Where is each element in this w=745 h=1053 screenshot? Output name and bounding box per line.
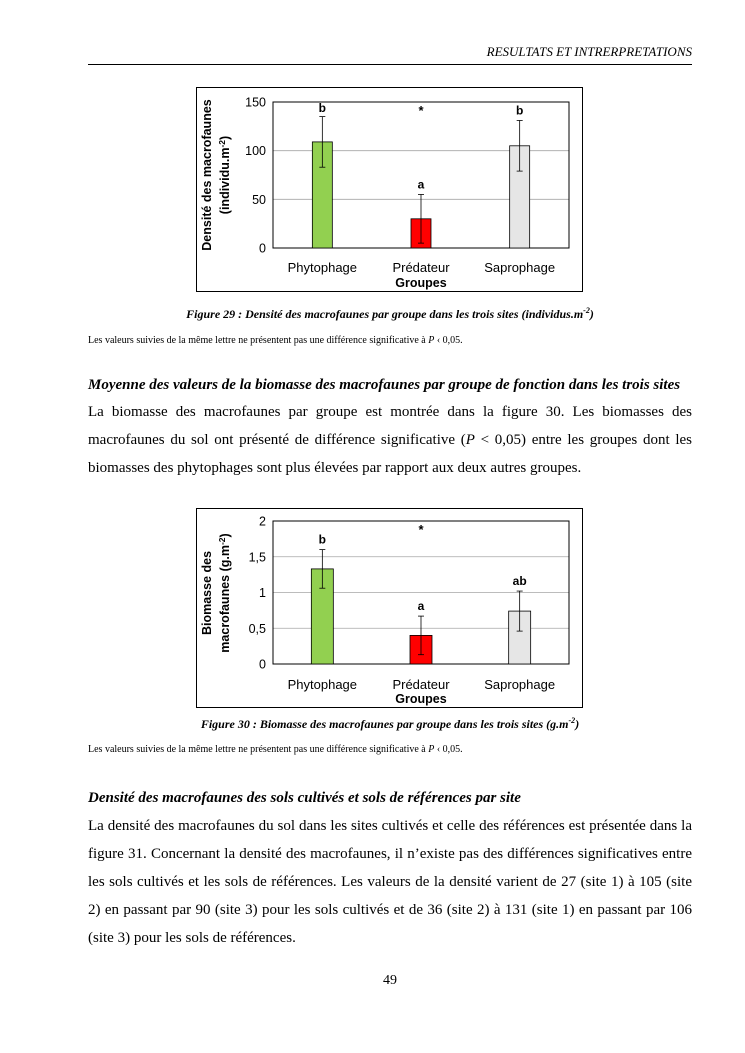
paragraph-p-symbol: P [465, 432, 475, 448]
significance-letter: b [318, 532, 327, 547]
y-tick-label: 2 [259, 514, 266, 529]
x-category-label: Phytophage [287, 260, 358, 275]
significance-asterisk: * [418, 522, 424, 537]
y-tick-label: 0 [259, 241, 266, 256]
note-p-symbol: P [428, 744, 435, 755]
y-tick-label: 100 [245, 144, 266, 159]
figure-30-caption [88, 716, 692, 732]
y-tick-label: 150 [245, 95, 266, 110]
figure-30-note [88, 744, 692, 755]
caption-text: Figure 30 : Biomasse des macrofaunes par groupe dans les trois sites (g.m [200, 717, 569, 731]
paragraph-densite: La densité des macrofaunes du sol dans les sites cultivés et celle des références est présentée dans la figure 31. Concernant la densité des macrofaunes, il n’existe pas des différences significatives entre les sols cultivés et les sols de références. Les valeurs de la densité varient de 27 (site 1) à 105 (site 2) en passant par 90 (site 3) pour les sols cultivés et de 36 (site 2) à 131 (site 1) en passant par 106 (site 3) pour les sols de références. [88, 818, 692, 946]
paragraph-biomasse [88, 398, 692, 482]
y-axis-title-line1: Densité des macrofaunes [200, 99, 214, 251]
y-tick-label: 0 [259, 657, 266, 672]
significance-letter: b [318, 101, 327, 115]
figure-30-chart-frame [196, 508, 583, 708]
significance-letter: a [417, 177, 425, 192]
figure-29-caption [88, 306, 692, 322]
caption-text-end: ) [589, 307, 594, 321]
note-text: Les valeurs suivies de la même lettre ne présentent pas une différence significative à [88, 335, 429, 346]
header-rule [88, 64, 692, 65]
y-tick-label: 0,5 [248, 621, 266, 636]
paragraph-text: La biomasse des macrofaunes par groupe est montrée dans la figure 30. Les biomasses des macrofaunes du sol ont présenté de différence significative ( [88, 404, 692, 448]
section-heading-biomasse: Moyenne des valeurs de la biomasse des macrofaunes par groupe de fonction dans les trois sites [88, 377, 681, 393]
x-category-label: Phytophage [287, 677, 358, 692]
caption-text: Figure 29 : Densité des macrofaunes par groupe dans les trois sites (individus.m [186, 307, 584, 321]
x-category-label: Prédateur [392, 260, 450, 275]
section-heading-densite: Densité des macrofaunes des sols cultivés et sols de références par site [88, 790, 521, 806]
note-text-end: ‹ 0,05. [434, 744, 463, 755]
figure-29-chart [197, 88, 582, 291]
x-axis-title: Groupes [395, 692, 447, 706]
x-axis-title: Groupes [395, 276, 447, 290]
y-tick-label: 1 [259, 586, 266, 600]
significance-asterisk: * [418, 103, 424, 118]
figure-29-note [88, 335, 692, 346]
figure-30-chart [197, 509, 582, 707]
caption-superscript: -2 [583, 306, 590, 315]
x-category-label: Prédateur [392, 677, 450, 692]
note-text: Les valeurs suivies de la même lettre ne présentent pas une différence significative à [88, 744, 429, 755]
y-axis-title-line1: Biomasse des [200, 550, 214, 636]
y-tick-label: 50 [252, 192, 266, 207]
running-header: RESULTATS ET INTRERPRETATIONS [486, 44, 692, 59]
y-tick-label: 1,5 [248, 550, 266, 565]
significance-letter: ab [512, 574, 527, 589]
x-category-label: Saprophage [484, 260, 556, 275]
significance-letter: b [515, 103, 524, 118]
note-text-end: ‹ 0,05. [434, 335, 463, 346]
paragraph-text-end: < 0,05) entre les groupes dont les biomasses des phytophages sont plus élevées par rapport aux deux autres groupes. [88, 432, 692, 476]
caption-text-end: ) [575, 717, 580, 731]
note-p-symbol: P [428, 335, 435, 346]
y-axis-title-line2: macrofaunes $(g.m^{-2})$ [217, 533, 232, 653]
x-category-label: Saprophage [484, 677, 556, 692]
figure-29-chart-frame [196, 87, 583, 292]
significance-letter: a [417, 599, 425, 614]
y-axis-title-line2: $(individu.m^{-2})$ [217, 135, 232, 215]
caption-superscript: -2 [568, 716, 576, 725]
page-number: 49 [383, 973, 397, 988]
